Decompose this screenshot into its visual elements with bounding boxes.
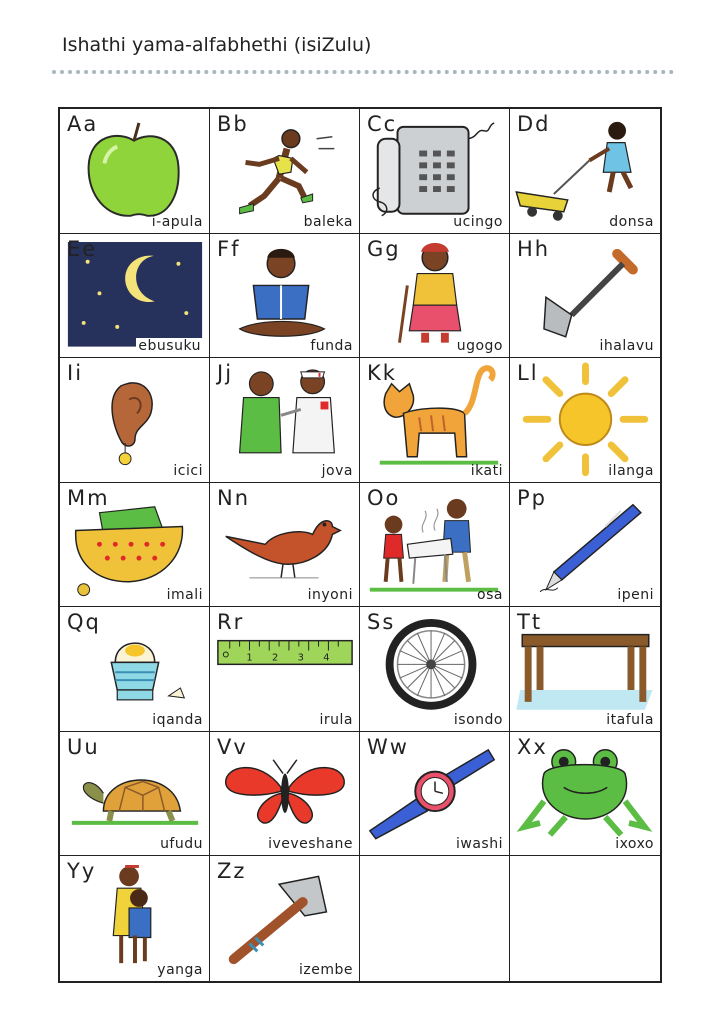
alphabet-cell-e xyxy=(60,234,210,359)
letter-label: Ii xyxy=(67,361,84,386)
word-label: imali xyxy=(166,587,203,604)
alphabet-cell-w xyxy=(360,732,510,857)
alphabet-cell-f xyxy=(210,234,360,359)
word-label: baleka xyxy=(303,213,353,230)
word-label: ipeni xyxy=(617,587,654,604)
alphabet-cell-q xyxy=(60,607,210,732)
alphabet-cell-g xyxy=(360,234,510,359)
alphabet-cell-m xyxy=(60,483,210,608)
ruler-number: 1 xyxy=(246,652,253,664)
word-label: ihalavu xyxy=(599,338,654,355)
word-label: osa xyxy=(477,587,503,604)
word-label: icici xyxy=(173,462,203,479)
letter-label: Pp xyxy=(517,485,547,510)
empty-cell xyxy=(360,856,510,981)
word-label: iwashi xyxy=(456,836,503,853)
alphabet-cell-b xyxy=(210,109,360,234)
word-label: ilanga xyxy=(608,462,654,479)
word-label: iqanda xyxy=(152,711,203,728)
alphabet-cell-y xyxy=(60,856,210,981)
alphabet-cell-a xyxy=(60,109,210,234)
letter-label: Bb xyxy=(217,112,249,136)
word-label: iveveshane xyxy=(268,836,353,853)
word-label: donsa xyxy=(609,213,654,230)
word-label: i-apula xyxy=(151,213,203,230)
alphabet-cell-l xyxy=(510,358,660,483)
word-label: ufudu xyxy=(160,836,203,853)
letter-label: Qq xyxy=(67,610,101,635)
letter-label: Tt xyxy=(517,610,543,635)
alphabet-cell-p xyxy=(510,483,660,608)
ruler-number: 2 xyxy=(271,652,279,664)
word-label: jova xyxy=(321,462,353,479)
letter-label: Xx xyxy=(517,734,548,759)
word-label: ixoxo xyxy=(615,836,654,853)
empty-cell xyxy=(510,856,660,981)
word-label: yanga xyxy=(157,961,203,978)
letter-label: Ll xyxy=(517,361,539,386)
alphabet-cell-j xyxy=(210,358,360,483)
letter-label: Zz xyxy=(217,859,247,884)
word-label: ugogo xyxy=(456,338,503,355)
word-label: isondo xyxy=(453,711,503,728)
alphabet-cell-d xyxy=(510,109,660,234)
letter-label: Gg xyxy=(367,236,401,261)
word-label: ikati xyxy=(470,462,503,479)
letter-label: Cc xyxy=(367,112,398,136)
letter-label: Ee xyxy=(67,236,98,261)
alphabet-cell-r xyxy=(210,607,360,732)
letter-label: Vv xyxy=(217,734,248,759)
letter-label: Dd xyxy=(517,112,551,136)
word-label: itafula xyxy=(606,711,654,728)
alphabet-cell-s xyxy=(360,607,510,732)
word-label: ebusuku xyxy=(138,338,201,355)
alphabet-cell-o xyxy=(360,483,510,608)
letter-label: Mm xyxy=(67,485,110,510)
word-label: inyoni xyxy=(307,587,353,604)
ruler-number: 4 xyxy=(323,652,330,664)
alphabet-cell-i xyxy=(60,358,210,483)
dotted-divider xyxy=(52,70,674,74)
word-label: ucingo xyxy=(453,213,503,230)
ruler-number: 3 xyxy=(297,652,304,664)
letter-label: Ww xyxy=(367,734,409,759)
letter-label: Uu xyxy=(67,734,100,759)
letter-label: Jj xyxy=(217,361,234,386)
letter-label: Hh xyxy=(517,236,551,261)
letter-label: Yy xyxy=(67,859,97,884)
alphabet-cell-u xyxy=(60,732,210,857)
alphabet-cell-t xyxy=(510,607,660,732)
letter-label: Kk xyxy=(367,361,397,386)
word-label: funda xyxy=(310,338,353,355)
letter-label: Oo xyxy=(367,485,401,510)
alphabet-cell-x xyxy=(510,732,660,857)
alphabet-cell-c xyxy=(360,109,510,234)
letter-label: Rr xyxy=(217,610,245,635)
alphabet-cell-v xyxy=(210,732,360,857)
letter-label: Ss xyxy=(367,610,396,635)
alphabet-cell-z xyxy=(210,856,360,981)
alphabet-cell-k xyxy=(360,358,510,483)
word-label: izembe xyxy=(299,961,353,978)
letter-label: Nn xyxy=(217,485,251,510)
alphabet-cell-h xyxy=(510,234,660,359)
letter-label: Aa xyxy=(67,112,99,136)
alphabet-cell-n xyxy=(210,483,360,608)
letter-label: Ff xyxy=(217,236,241,261)
page-title: Ishathi yama-alfabhethi (isiZulu) xyxy=(62,34,372,56)
alphabet-chart xyxy=(58,107,662,983)
word-label: irula xyxy=(319,711,353,728)
